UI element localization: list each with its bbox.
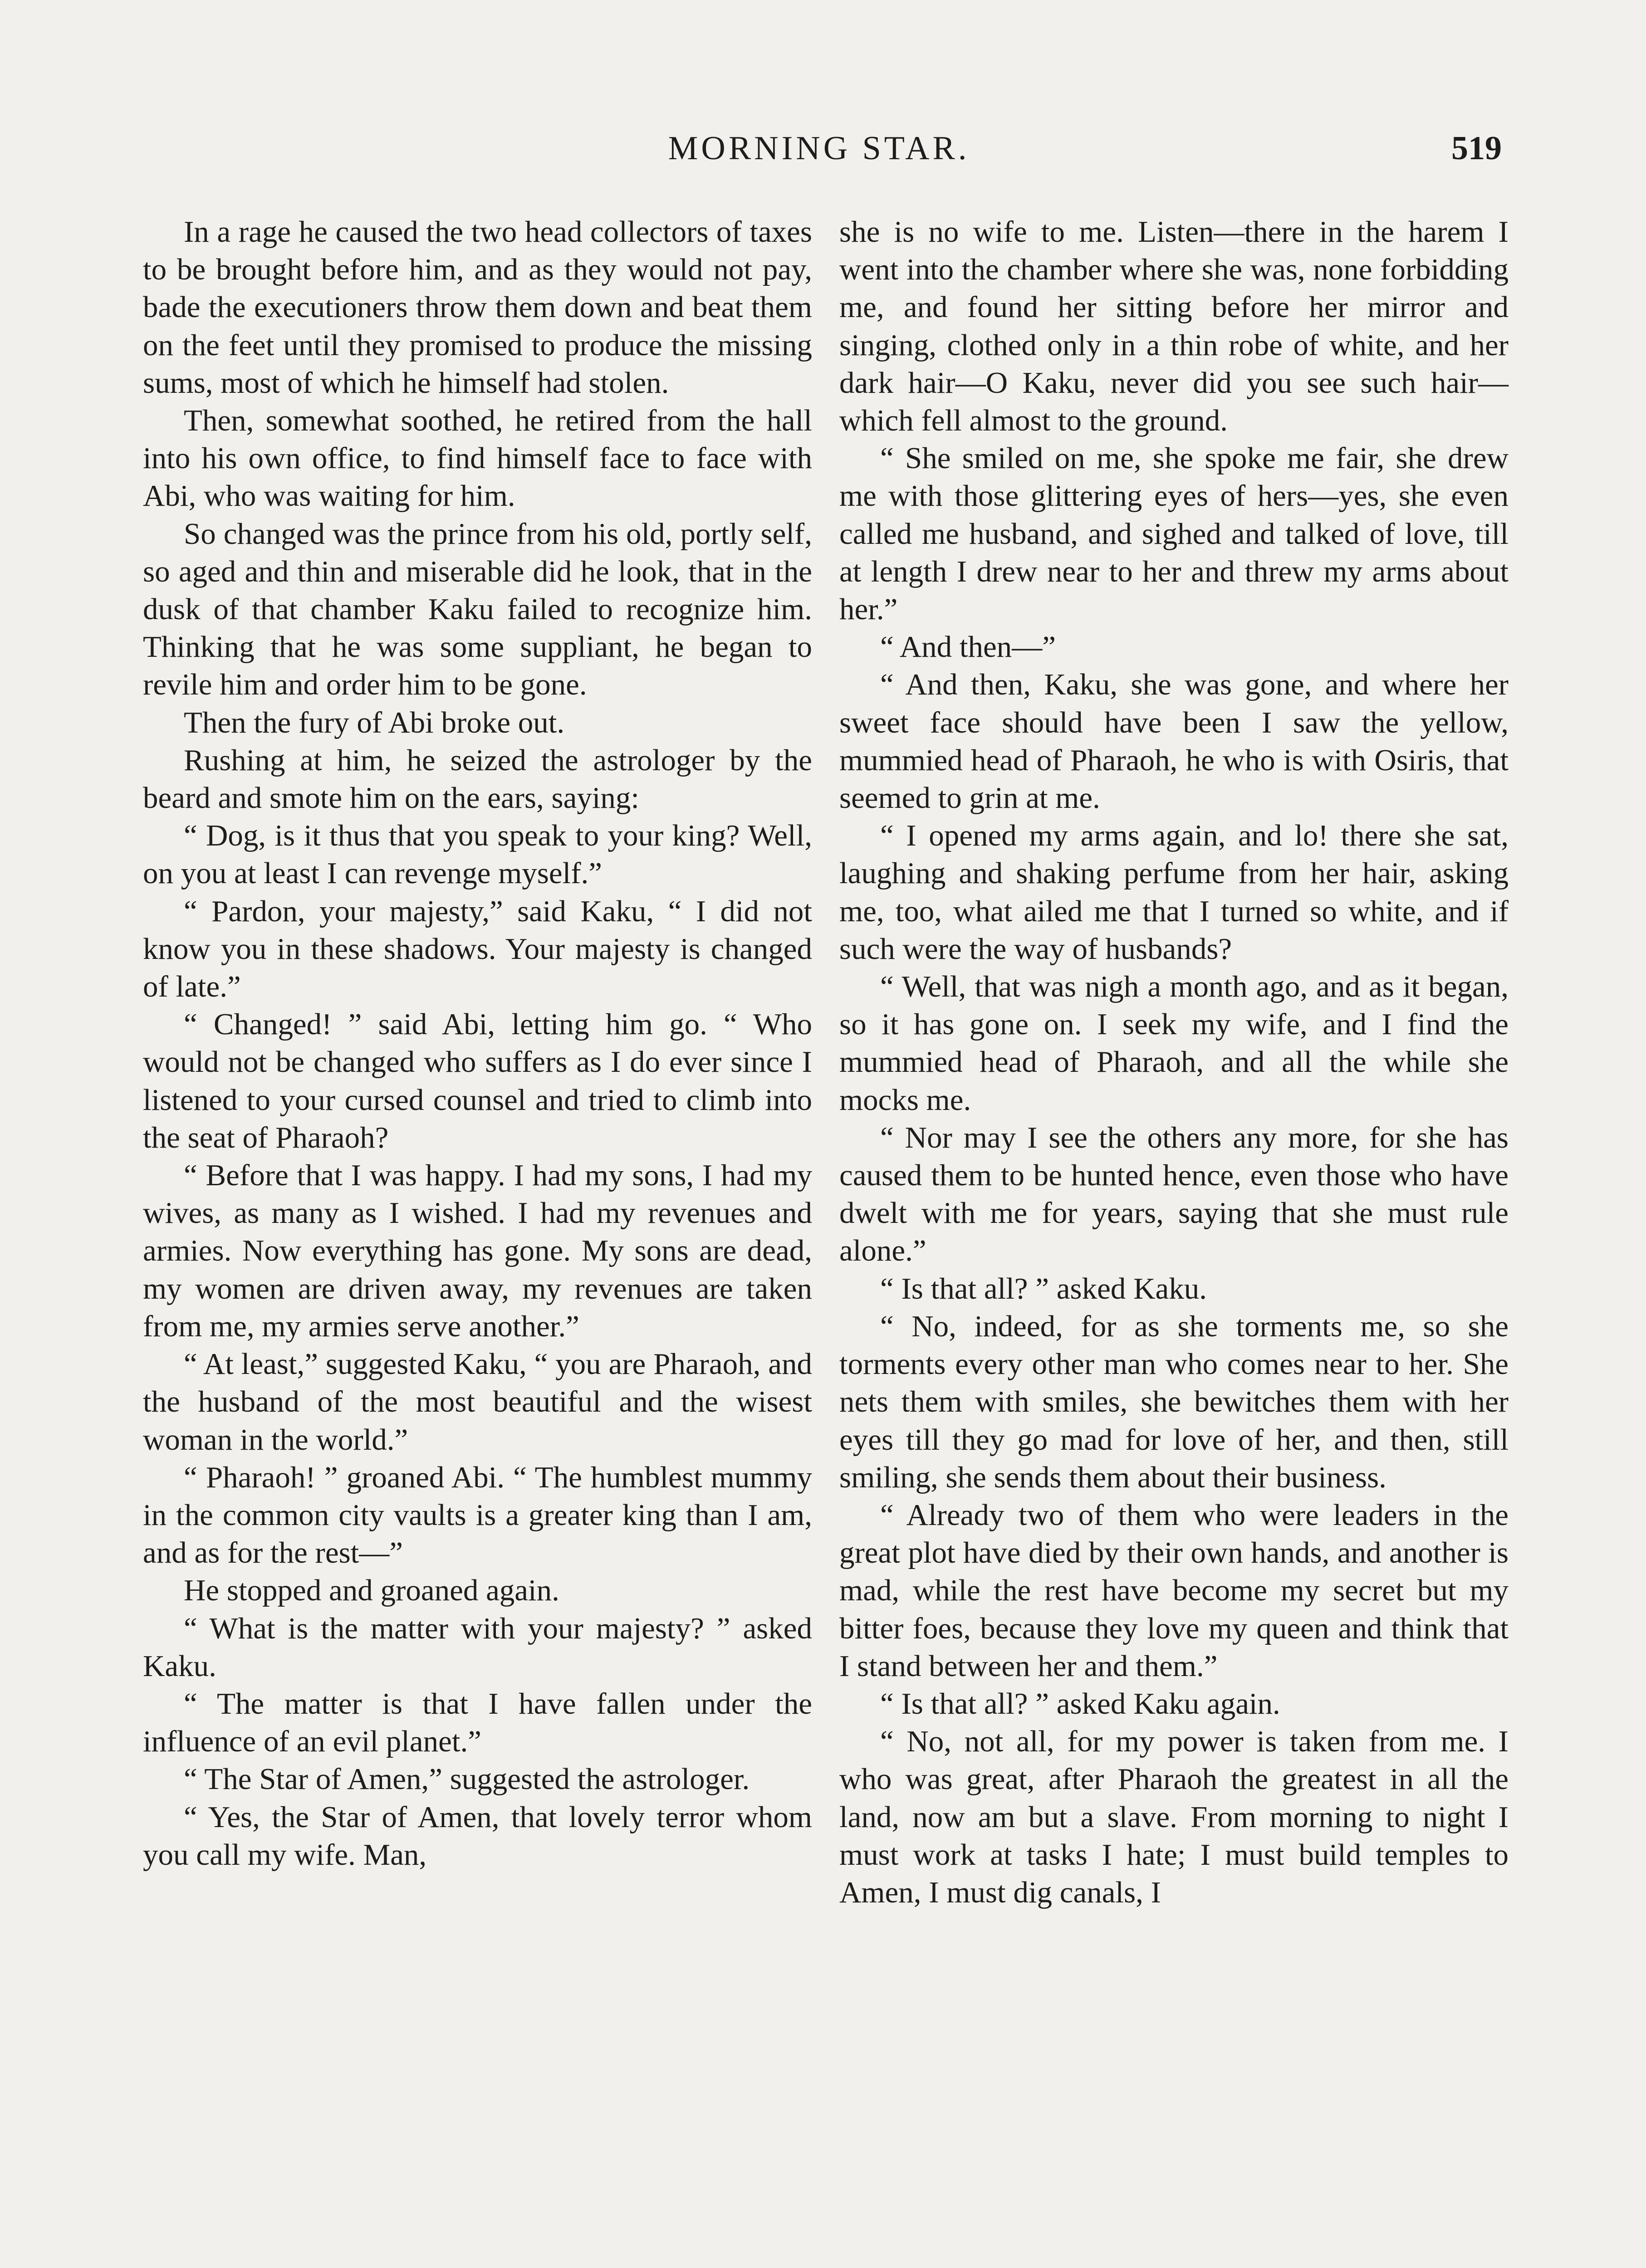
paragraph: “ Pharaoh! ” groaned Abi. “ The humblest mummy in the common city vaults is a greater king than I am, and as for the rest—”: [143, 1460, 812, 1570]
paragraph: “ And then, Kaku, she was gone, and where her sweet face should have been I saw the yellow, mummied head of Pharaoh, he who is with Osiris, that seemed to grin at me.: [839, 668, 1509, 815]
paragraph: “ Nor may I see the others any more, for she has caused them to be hunted hence, even those who have dwelt with me for years, saying that she must rule alone.”: [839, 1120, 1509, 1268]
paragraph: “ What is the matter with your majesty? ” asked Kaku.: [143, 1611, 812, 1683]
paragraph: He stopped and groaned again.: [184, 1574, 559, 1608]
left-column: [143, 213, 812, 1874]
right-column: [839, 213, 1509, 1911]
paragraph: “ She smiled on me, she spoke me fair, she drew me with those glittering eyes of hers—yes, she even called me husband, and sighed and talked of love, till at length I drew near to her and threw my arms about her.”: [839, 441, 1509, 626]
paragraph-continued: she is no wife to me. Listen—there in the harem I went into the chamber where she was, none forbidding me, and found her sitting before her mirror and singing, clothed only in a thin robe of white, and her dark hair—O Kaku, never did you see such hair—which fell almost to the ground.: [839, 215, 1509, 438]
paragraph: “ And then—”: [880, 630, 1056, 664]
page-number: 519: [1451, 130, 1502, 167]
running-title: MORNING STAR.: [668, 130, 970, 167]
paragraph: So changed was the prince from his old, portly self, so aged and thin and miserable did he look, that in the dusk of that chamber Kaku failed to recognize him. Thinking that he was some suppliant, he began to revile him and order him to be gone.: [143, 517, 812, 702]
paragraph: “ Is that all? ” asked Kaku.: [880, 1271, 1207, 1305]
paragraph: “ Is that all? ” asked Kaku again.: [880, 1686, 1280, 1721]
paragraph: “ Pardon, your majesty,” said Kaku, “ I did not know you in these shadows. Your majesty is changed of late.”: [143, 894, 812, 1004]
paragraph: “ The Star of Amen,” suggested the astrologer.: [184, 1762, 750, 1796]
paragraph: “ Well, that was nigh a month ago, and as it began, so it has gone on. I seek my wife, and I find the mummied head of Pharaoh, and all the while she mocks me.: [839, 970, 1509, 1117]
paragraph: “ Changed! ” said Abi, letting him go. “ Who would not be changed who suffers as I do ever since I listened to your cursed counsel and tried to climb into the seat of Pharaoh?: [143, 1007, 812, 1154]
paragraph: In a rage he caused the two head collectors of taxes to be brought before him, and as they would not pay, bade the executioners throw them down and beat them on the feet until they promised to produce the missing sums, most of which he himself had stolen.: [143, 215, 812, 400]
page-header: [136, 129, 1502, 184]
paragraph: “ The matter is that I have fallen under the influence of an evil planet.”: [143, 1686, 812, 1759]
paragraph: “ Already two of them who were leaders in the great plot have died by their own hands, and another is mad, while the rest have become my secret but my bitter foes, because they love my queen and think that I stand between her and them.”: [839, 1498, 1509, 1683]
paragraph: “ No, not all, for my power is taken from me. I who was great, after Pharaoh the greatest in all the land, now am but a slave. From morning to night I must work at tasks I hate; I must build temples to Amen, I must dig canals, I: [839, 1725, 1509, 1909]
paragraph: “ Dog, is it thus that you speak to your king? Well, on you at least I can revenge myself.”: [143, 819, 812, 890]
paragraph: “ Before that I was happy. I had my sons, I had my wives, as many as I wished. I had my revenues and armies. Now everything has gone. My sons are dead, my women are driven away, my revenues are taken from me, my armies serve another.”: [143, 1158, 812, 1343]
paragraph: “ No, indeed, for as she torments me, so she torments every other man who comes near to her. She nets them with smiles, she bewitches them with her eyes till they go mad for love of her, and then, still smiling, she sends them about their business.: [839, 1309, 1509, 1494]
paragraph: “ I opened my arms again, and lo! there she sat, laughing and shaking perfume from her hair, asking me, too, what ailed me that I turned so white, and if such were the way of husbands?: [839, 819, 1509, 966]
paragraph: Then the fury of Abi broke out.: [184, 705, 565, 739]
paragraph: Then, somewhat soothed, he retired from the hall into his own office, to find himself face to face with Abi, who was waiting for him.: [143, 404, 812, 513]
paragraph: “ Yes, the Star of Amen, that lovely terror whom you call my wife. Man,: [143, 1800, 812, 1872]
paragraph: “ At least,” suggested Kaku, “ you are Pharaoh, and the husband of the most beautiful and the wisest woman in the world.”: [143, 1347, 812, 1457]
paragraph: Rushing at him, he seized the astrologer by the beard and smote him on the ears, saying:: [143, 743, 812, 815]
